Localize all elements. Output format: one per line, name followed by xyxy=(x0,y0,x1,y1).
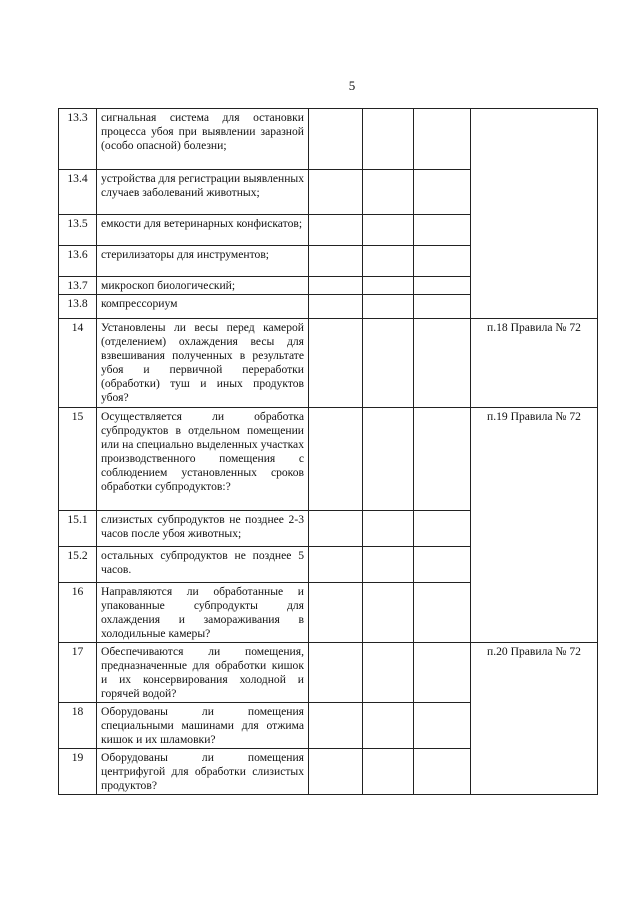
item-number: 13.5 xyxy=(59,215,97,246)
page-number: 5 xyxy=(348,78,356,93)
item-question: устройства для регистрации выявленных случаев заболеваний животных; xyxy=(97,170,309,215)
table-row xyxy=(59,643,598,703)
answer-cell-no[interactable] xyxy=(363,511,414,547)
answer-cell-na[interactable] xyxy=(414,408,471,511)
item-question: Установлены ли весы перед камерой (отделением) охлаждения весы для взвешивания полученных в результате убоя и первичной переработки (обработки) туш и иных продуктов убоя? xyxy=(97,319,309,408)
item-number: 16 xyxy=(59,583,97,643)
item-number: 14 xyxy=(59,319,97,408)
item-question: слизистых субпродуктов не позднее 2-3 часов после убоя животных; xyxy=(97,511,309,547)
answer-cell-yes[interactable] xyxy=(309,583,363,643)
answer-cell-na[interactable] xyxy=(414,643,471,703)
item-question: Осуществляется ли обработка субпродуктов в отдельном помещении или на специально выделенных участках производственного помещения с соблюдением установленных сроков обработки субпродуктов:? xyxy=(97,408,309,511)
answer-cell-no[interactable] xyxy=(363,643,414,703)
answer-cell-no[interactable] xyxy=(363,703,414,749)
table-row xyxy=(59,408,598,511)
answer-cell-yes[interactable] xyxy=(309,511,363,547)
item-number: 13.8 xyxy=(59,295,97,319)
item-question: емкости для ветеринарных конфискатов; xyxy=(97,215,309,246)
answer-cell-na[interactable] xyxy=(414,319,471,408)
answer-cell-no[interactable] xyxy=(363,547,414,583)
answer-cell-yes[interactable] xyxy=(309,246,363,277)
answer-cell-no[interactable] xyxy=(363,319,414,408)
answer-cell-no[interactable] xyxy=(363,583,414,643)
answer-cell-na[interactable] xyxy=(414,703,471,749)
item-number: 13.3 xyxy=(59,109,97,170)
item-question: Оборудованы ли помещения центрифугой для обработки слизистых продуктов? xyxy=(97,749,309,795)
item-number: 18 xyxy=(59,703,97,749)
answer-cell-yes[interactable] xyxy=(309,643,363,703)
table-row xyxy=(59,109,598,170)
reference-cell: п.18 Правила № 72 xyxy=(471,319,598,408)
answer-cell-yes[interactable] xyxy=(309,319,363,408)
answer-cell-no[interactable] xyxy=(363,277,414,295)
item-question: компрессориум xyxy=(97,295,309,319)
checklist-table xyxy=(58,108,598,795)
item-question: стерилизаторы для инструментов; xyxy=(97,246,309,277)
answer-cell-na[interactable] xyxy=(414,749,471,795)
answer-cell-yes[interactable] xyxy=(309,749,363,795)
item-question: Направляются ли обработанные и упакованные субпродукты для охлаждения и замораживания в холодильные камеры? xyxy=(97,583,309,643)
item-number: 13.6 xyxy=(59,246,97,277)
item-number: 17 xyxy=(59,643,97,703)
item-number: 19 xyxy=(59,749,97,795)
item-number: 15 xyxy=(59,408,97,511)
item-number: 15.1 xyxy=(59,511,97,547)
reference-cell: п.20 Правила № 72 xyxy=(471,643,598,795)
answer-cell-no[interactable] xyxy=(363,215,414,246)
answer-cell-na[interactable] xyxy=(414,295,471,319)
item-question: сигнальная система для остановки процесса убоя при выявлении заразной (особо опасной) болезни; xyxy=(97,109,309,170)
answer-cell-yes[interactable] xyxy=(309,215,363,246)
reference-cell xyxy=(471,109,598,319)
answer-cell-na[interactable] xyxy=(414,109,471,170)
answer-cell-no[interactable] xyxy=(363,295,414,319)
answer-cell-na[interactable] xyxy=(414,170,471,215)
answer-cell-no[interactable] xyxy=(363,408,414,511)
answer-cell-yes[interactable] xyxy=(309,109,363,170)
answer-cell-yes[interactable] xyxy=(309,170,363,215)
reference-cell: п.19 Правила № 72 xyxy=(471,408,598,643)
table-row xyxy=(59,319,598,408)
item-question: остальных субпродуктов не позднее 5 часов. xyxy=(97,547,309,583)
answer-cell-na[interactable] xyxy=(414,246,471,277)
answer-cell-yes[interactable] xyxy=(309,408,363,511)
answer-cell-na[interactable] xyxy=(414,277,471,295)
item-number: 13.7 xyxy=(59,277,97,295)
item-question: Оборудованы ли помещения специальными машинами для отжима кишок и их шламовки? xyxy=(97,703,309,749)
answer-cell-yes[interactable] xyxy=(309,547,363,583)
item-question: микроскоп биологический; xyxy=(97,277,309,295)
answer-cell-na[interactable] xyxy=(414,547,471,583)
answer-cell-no[interactable] xyxy=(363,246,414,277)
answer-cell-no[interactable] xyxy=(363,109,414,170)
answer-cell-no[interactable] xyxy=(363,749,414,795)
answer-cell-yes[interactable] xyxy=(309,277,363,295)
answer-cell-na[interactable] xyxy=(414,215,471,246)
item-number: 13.4 xyxy=(59,170,97,215)
answer-cell-na[interactable] xyxy=(414,511,471,547)
item-question: Обеспечиваются ли помещения, предназначенные для обработки кишок и их консервирования холодной и горячей водой? xyxy=(97,643,309,703)
item-number: 15.2 xyxy=(59,547,97,583)
answer-cell-na[interactable] xyxy=(414,583,471,643)
answer-cell-yes[interactable] xyxy=(309,703,363,749)
answer-cell-yes[interactable] xyxy=(309,295,363,319)
answer-cell-no[interactable] xyxy=(363,170,414,215)
